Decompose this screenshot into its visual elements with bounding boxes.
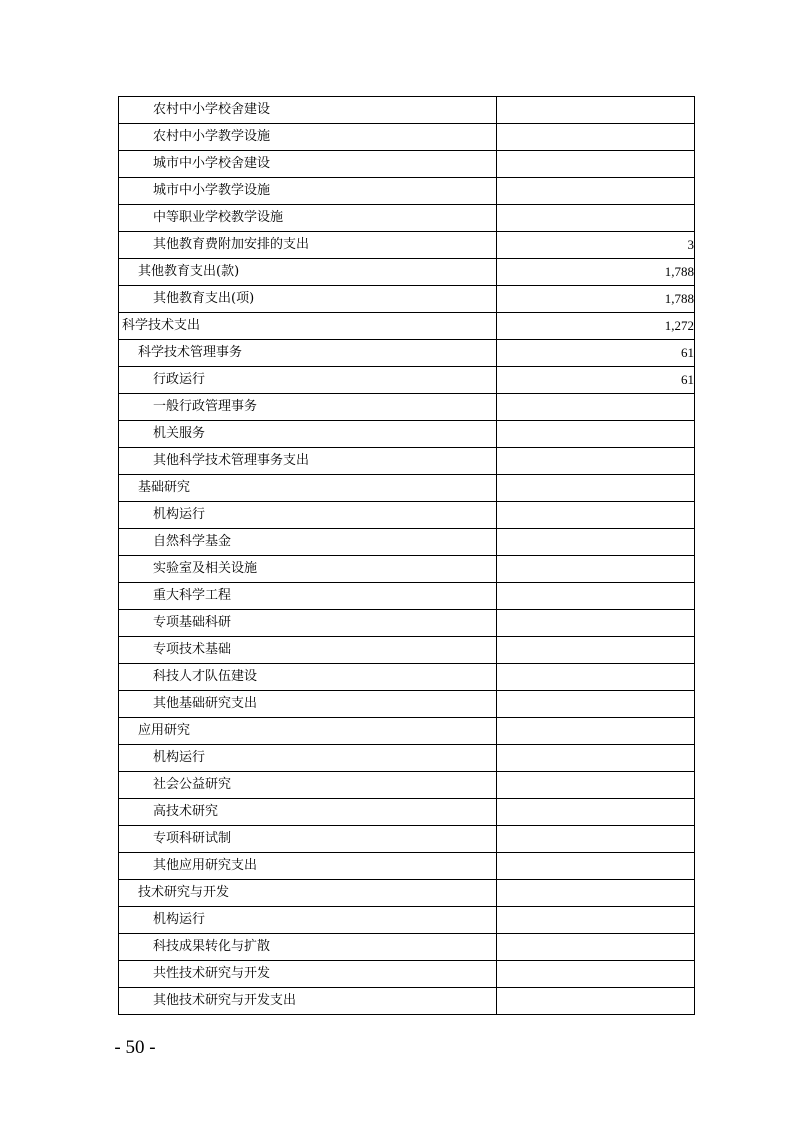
table-row bbox=[119, 502, 695, 529]
amount-cell bbox=[497, 934, 695, 961]
item-name-cell: 科技成果转化与扩散 bbox=[119, 934, 497, 961]
amount-cell bbox=[497, 151, 695, 178]
amount-cell: 1,272 bbox=[497, 313, 695, 340]
table-row bbox=[119, 691, 695, 718]
table-row bbox=[119, 826, 695, 853]
amount-cell bbox=[497, 610, 695, 637]
table-row bbox=[119, 124, 695, 151]
item-name-cell: 城市中小学校舍建设 bbox=[119, 151, 497, 178]
amount-cell bbox=[497, 583, 695, 610]
table-row bbox=[119, 97, 695, 124]
amount-cell bbox=[497, 637, 695, 664]
item-name-cell: 专项技术基础 bbox=[119, 637, 497, 664]
amount-cell bbox=[497, 529, 695, 556]
budget-table bbox=[118, 96, 695, 1015]
item-name-cell: 农村中小学教学设施 bbox=[119, 124, 497, 151]
table-row bbox=[119, 853, 695, 880]
table-row bbox=[119, 340, 695, 367]
amount-cell bbox=[497, 961, 695, 988]
table-row bbox=[119, 232, 695, 259]
item-name-cell: 基础研究 bbox=[119, 475, 497, 502]
amount-cell bbox=[497, 664, 695, 691]
item-name-cell: 科技人才队伍建设 bbox=[119, 664, 497, 691]
table-row bbox=[119, 259, 695, 286]
table-row bbox=[119, 313, 695, 340]
item-name-cell: 一般行政管理事务 bbox=[119, 394, 497, 421]
table-row bbox=[119, 421, 695, 448]
amount-cell: 3 bbox=[497, 232, 695, 259]
page-number: - 50 - bbox=[114, 1037, 156, 1058]
table-row bbox=[119, 718, 695, 745]
amount-cell bbox=[497, 880, 695, 907]
item-name-cell: 共性技术研究与开发 bbox=[119, 961, 497, 988]
amount-cell bbox=[497, 448, 695, 475]
item-name-cell: 中等职业学校教学设施 bbox=[119, 205, 497, 232]
item-name-cell: 社会公益研究 bbox=[119, 772, 497, 799]
table-row bbox=[119, 394, 695, 421]
amount-cell bbox=[497, 556, 695, 583]
table-row bbox=[119, 367, 695, 394]
item-name-cell: 应用研究 bbox=[119, 718, 497, 745]
amount-cell bbox=[497, 772, 695, 799]
item-name-cell: 城市中小学教学设施 bbox=[119, 178, 497, 205]
amount-cell bbox=[497, 988, 695, 1015]
amount-cell: 61 bbox=[497, 340, 695, 367]
table-row bbox=[119, 799, 695, 826]
item-name-cell: 机关服务 bbox=[119, 421, 497, 448]
table-row bbox=[119, 880, 695, 907]
amount-cell bbox=[497, 799, 695, 826]
amount-cell bbox=[497, 502, 695, 529]
item-name-cell: 其他基础研究支出 bbox=[119, 691, 497, 718]
table-row bbox=[119, 286, 695, 313]
item-name-cell: 其他科学技术管理事务支出 bbox=[119, 448, 497, 475]
table-row bbox=[119, 934, 695, 961]
table-row bbox=[119, 610, 695, 637]
item-name-cell: 高技术研究 bbox=[119, 799, 497, 826]
budget-table-body bbox=[119, 97, 695, 1015]
table-row bbox=[119, 556, 695, 583]
table-row bbox=[119, 664, 695, 691]
table-row bbox=[119, 205, 695, 232]
amount-cell bbox=[497, 178, 695, 205]
item-name-cell: 其他教育支出(款) bbox=[119, 259, 497, 286]
item-name-cell: 行政运行 bbox=[119, 367, 497, 394]
table-row bbox=[119, 475, 695, 502]
amount-cell bbox=[497, 205, 695, 232]
item-name-cell: 其他应用研究支出 bbox=[119, 853, 497, 880]
item-name-cell: 科学技术管理事务 bbox=[119, 340, 497, 367]
item-name-cell: 专项基础科研 bbox=[119, 610, 497, 637]
item-name-cell: 农村中小学校舍建设 bbox=[119, 97, 497, 124]
table-row bbox=[119, 961, 695, 988]
item-name-cell: 实验室及相关设施 bbox=[119, 556, 497, 583]
item-name-cell: 机构运行 bbox=[119, 745, 497, 772]
table-row bbox=[119, 178, 695, 205]
amount-cell bbox=[497, 907, 695, 934]
item-name-cell: 技术研究与开发 bbox=[119, 880, 497, 907]
table-row bbox=[119, 907, 695, 934]
amount-cell bbox=[497, 475, 695, 502]
table-row bbox=[119, 151, 695, 178]
table-row bbox=[119, 988, 695, 1015]
table-row bbox=[119, 637, 695, 664]
item-name-cell: 专项科研试制 bbox=[119, 826, 497, 853]
item-name-cell: 自然科学基金 bbox=[119, 529, 497, 556]
amount-cell bbox=[497, 718, 695, 745]
table-row bbox=[119, 745, 695, 772]
amount-cell: 1,788 bbox=[497, 259, 695, 286]
amount-cell bbox=[497, 394, 695, 421]
amount-cell bbox=[497, 826, 695, 853]
table-row bbox=[119, 448, 695, 475]
amount-cell: 1,788 bbox=[497, 286, 695, 313]
amount-cell bbox=[497, 97, 695, 124]
table-row bbox=[119, 529, 695, 556]
item-name-cell: 机构运行 bbox=[119, 502, 497, 529]
table-row bbox=[119, 583, 695, 610]
item-name-cell: 机构运行 bbox=[119, 907, 497, 934]
item-name-cell: 重大科学工程 bbox=[119, 583, 497, 610]
amount-cell bbox=[497, 745, 695, 772]
table-row bbox=[119, 772, 695, 799]
amount-cell: 61 bbox=[497, 367, 695, 394]
item-name-cell: 科学技术支出 bbox=[119, 313, 497, 340]
item-name-cell: 其他教育费附加安排的支出 bbox=[119, 232, 497, 259]
item-name-cell: 其他技术研究与开发支出 bbox=[119, 988, 497, 1015]
amount-cell bbox=[497, 691, 695, 718]
amount-cell bbox=[497, 421, 695, 448]
item-name-cell: 其他教育支出(项) bbox=[119, 286, 497, 313]
amount-cell bbox=[497, 853, 695, 880]
amount-cell bbox=[497, 124, 695, 151]
